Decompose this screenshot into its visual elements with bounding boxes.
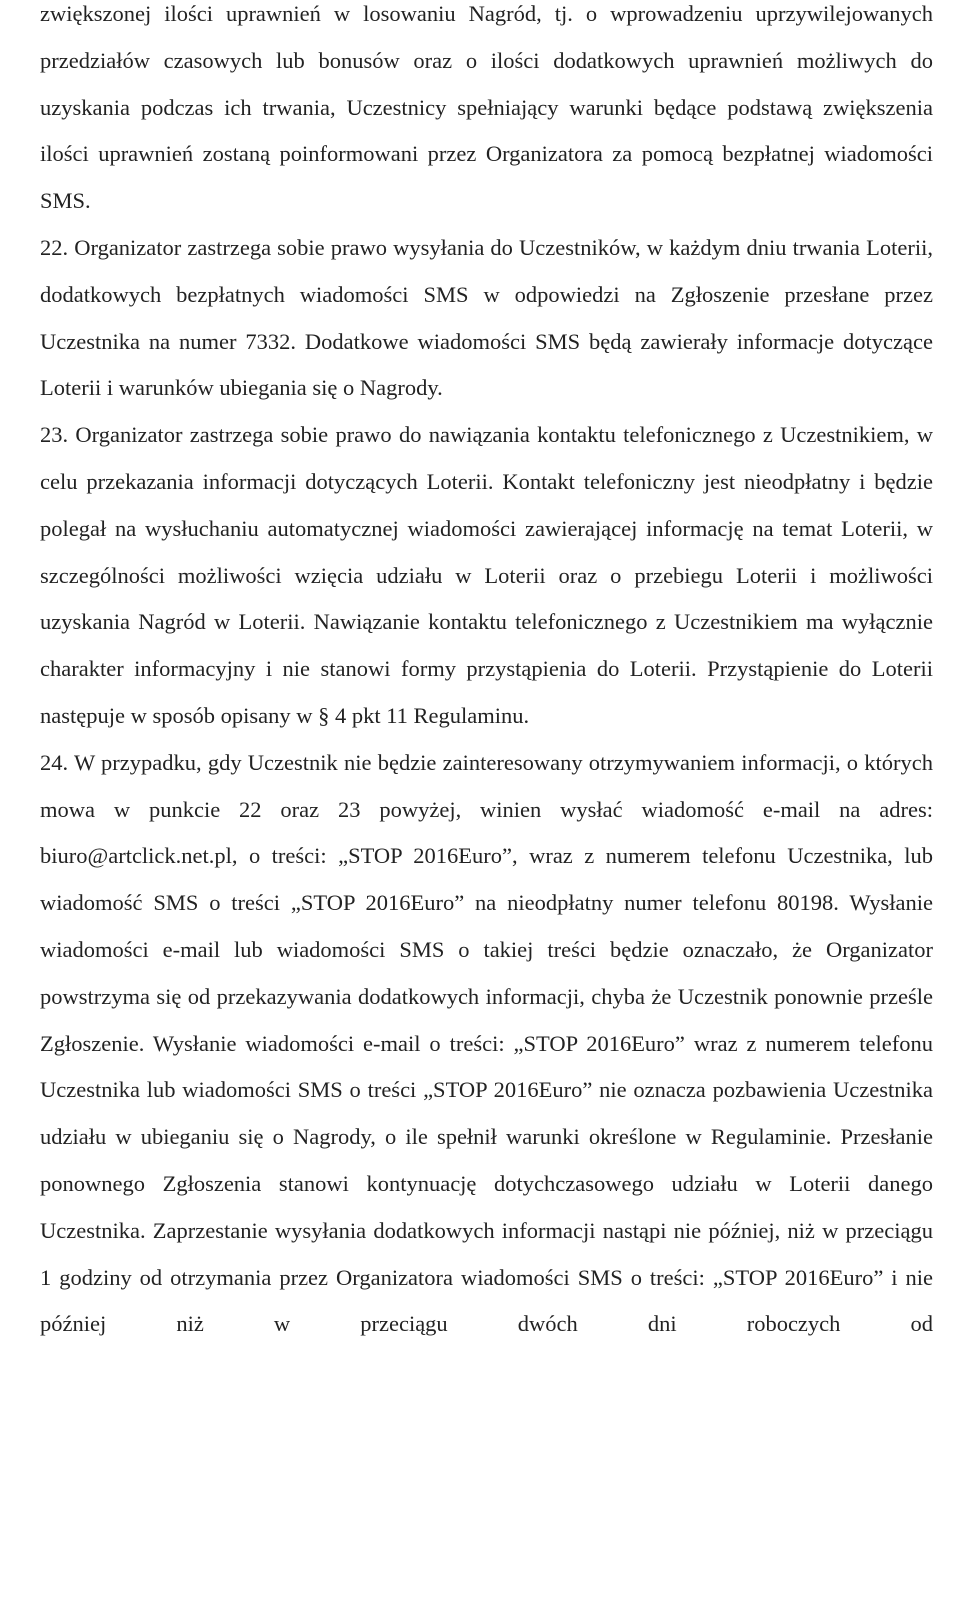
item-text: W przypadku, gdy Uczestnik nie będzie zainteresowany otrzymywaniem informacji, o których mowa w punkcie 22 oraz 23 powyżej, winien wysłać wiadomość e-mail na adres: biuro@artclick.net.pl, o treści: „STOP 2016Euro”, wraz z numerem telefonu Uczestnika, lub wiadomość SMS o treści „STOP 2016Euro” na nieodpłatny numer telefonu 80198. Wysłanie wiadomości e-mail lub wiadomości SMS o takiej treści będzie oznaczało, że Organizator powstrzyma się od przekazywania dodatkowych informacji, chyba że Uczestnik ponownie prześle Zgłoszenie. Wysłanie wiadomości e-mail o treści: „STOP 2016Euro” wraz z numerem telefonu Uczestnika lub wiadomości SMS o treści „STOP 2016Euro” nie oznacza pozbawienia Uczestnika udziału w ubieganiu się o Nagrody, o ile spełnił warunki określone w Regulaminie. Przesłanie ponownego Zgłoszenia stanowi kontynuację dotychczasowego udziału w Loterii danego Uczestnika. Zaprzestanie wysyłania dodatkowych informacji nastąpi nie później, niż w przeciągu 1 godziny od otrzymania przez Organizatora wiadomości SMS o treści: „STOP 2016Euro” i nie później niż w przeciągu dwóch dni roboczych od xyxy=(40,749,934,1337)
list-item-24 xyxy=(40,740,933,1348)
list-item-22 xyxy=(40,225,933,412)
intro-paragraph: zwiększonej ilości uprawnień w losowaniu Nagród, tj. o wprowadzeniu uprzywilejowanych przedziałów czasowych lub bonusów oraz o ilości dodatkowych uprawnień możliwych do uzyskania podczas ich trwania, Uczestnicy spełniający warunki będące podstawą zwiększenia ilości uprawnień zostaną poinformowani przez Organizatora za pomocą bezpłatnej wiadomości SMS. xyxy=(40,1,933,214)
item-number: 22. xyxy=(40,234,69,260)
item-text: Organizator zastrzega sobie prawo wysyłania do Uczestników, w każdym dniu trwania Loterii, dodatkowych bezpłatnych wiadomości SMS w odpowiedzi na Zgłoszenie przesłane przez Uczestnika na numer 7332. Dodatkowe wiadomości SMS będą zawierały informacje dotyczące Loterii i warunków ubiegania się o Nagrody. xyxy=(40,234,933,401)
item-number: 24. xyxy=(40,749,69,775)
item-text: Organizator zastrzega sobie prawo do nawiązania kontaktu telefonicznego z Uczestnikiem, w celu przekazania informacji dotyczących Loterii. Kontakt telefoniczny jest nieodpłatny i będzie polegał na wysłuchaniu automatycznej wiadomości zawierającej informację na temat Loterii, w szczególności możliwości wzięcia udziału w Loterii oraz o przebiegu Loterii i możliwości uzyskania Nagród w Loterii. Nawiązanie kontaktu telefonicznego z Uczestnikiem ma wyłącznie charakter informacyjny i nie stanowi formy przystąpienia do Loterii. Przystąpienie do Loterii następuje w sposób opisany w § 4 pkt 11 Regulaminu. xyxy=(40,422,933,728)
list-item-23 xyxy=(40,412,933,740)
item-number: 23. xyxy=(40,422,69,448)
document-page xyxy=(40,0,933,1348)
